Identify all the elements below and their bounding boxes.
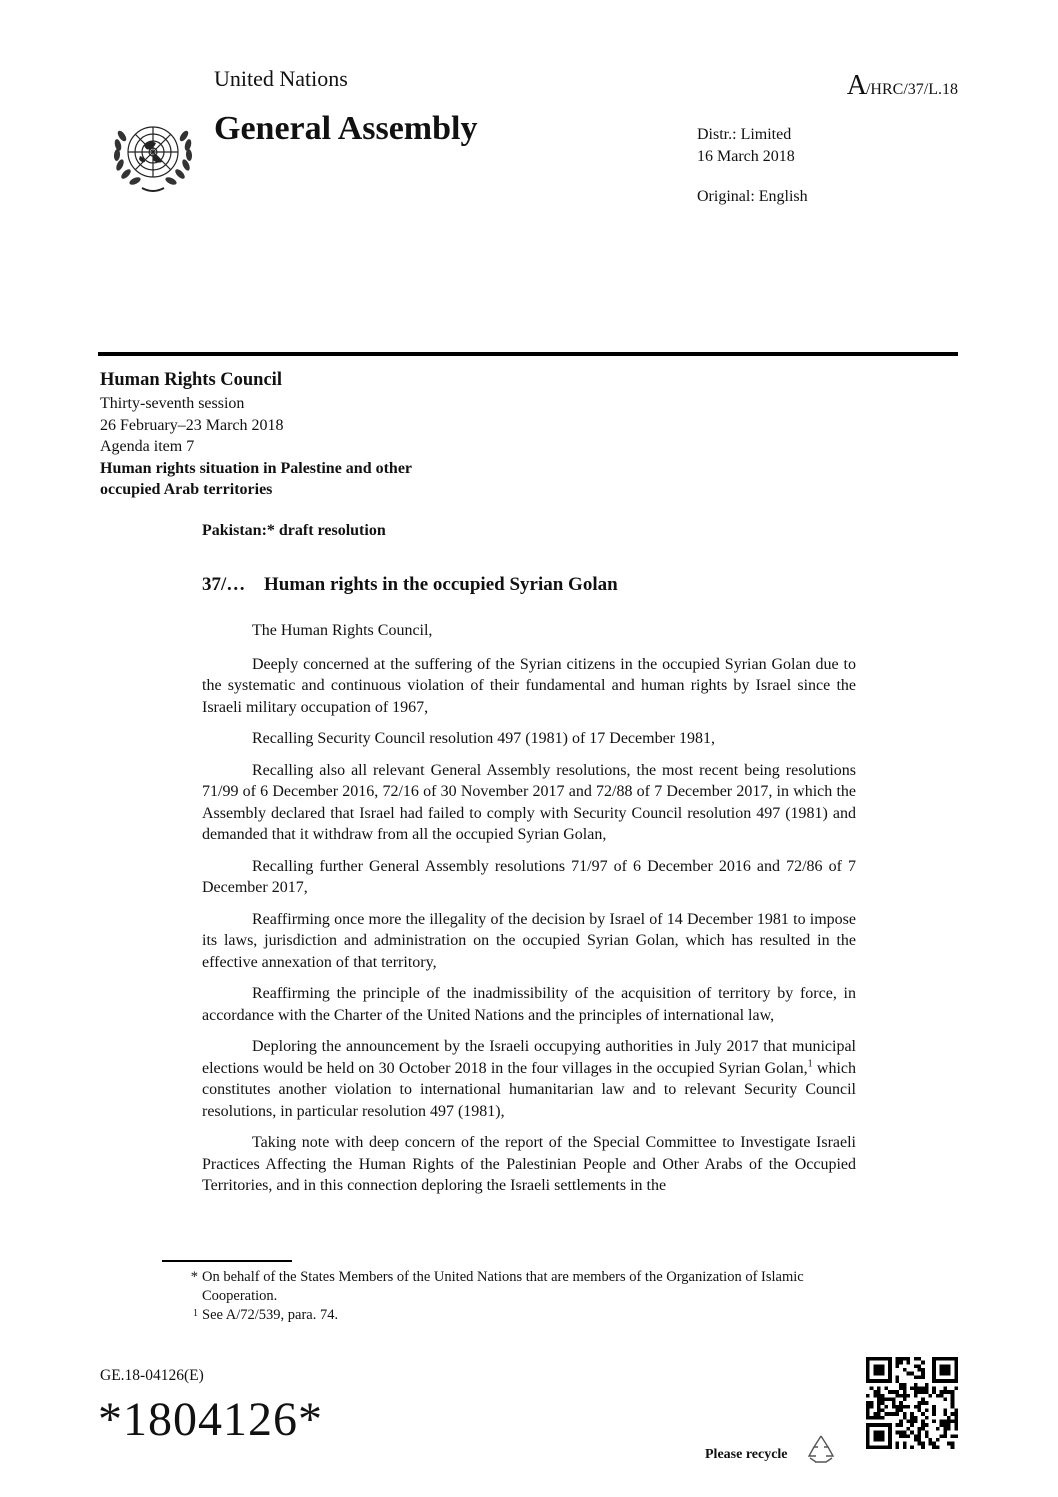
paragraph-part: Deploring the announcement by the Israeli occupying authorities in July 2017 that municipal elections would be held on 30 October 2018 in the four villages in the occupied Syrian Golan, — [202, 1038, 856, 1077]
paragraph: Recalling Security Council resolution 497 (1981) of 17 December 1981, — [252, 730, 716, 747]
recycle-icon — [804, 1432, 838, 1466]
session-number: Thirty-seventh session — [100, 395, 245, 412]
agenda-title-line1: Human rights situation in Palestine and other — [100, 459, 413, 477]
un-emblem-icon — [104, 112, 202, 198]
footnote-ref[interactable]: 1 — [807, 1058, 813, 1070]
footnote — [162, 1306, 862, 1325]
paragraph: Recalling further General Assembly resolutions 71/97 of 6 December 2016 and 72/86 of 7 December 2017, — [202, 857, 856, 896]
agenda-title-line2: occupied Arab territories — [100, 481, 273, 498]
job-number: GE.18-04126(E) — [100, 1367, 204, 1384]
body-title: General Assembly — [214, 110, 478, 147]
footnote-text: On behalf of the States Members of the United Nations that are members of the Organization of Islamic Cooperation. — [202, 1269, 804, 1304]
agenda-item: Agenda item 7 — [100, 438, 195, 455]
header-rule — [98, 352, 958, 356]
sponsor-line: Pakistan:* draft resolution — [202, 522, 386, 539]
distribution-block — [697, 124, 795, 168]
footnote-text: See A/72/539, para. 74. — [202, 1307, 339, 1323]
symbol-prefix: A — [846, 70, 866, 101]
resolution-body — [202, 620, 856, 1207]
session-dates: 26 February–23 March 2018 — [100, 416, 284, 434]
document-symbol — [847, 70, 958, 102]
council-name: Human Rights Council — [100, 370, 282, 390]
paragraph: Reaffirming once more the illegality of the decision by Israel of 14 December 1981 to impose its laws, jurisdiction and administration on the occupied Syrian Golan, which has resulted in the effective annexation of that territory, — [202, 910, 856, 971]
paragraph: Reaffirming the principle of the inadmissibility of the acquisition of territory by force, in accordance with the Charter of the United Nations and the principles of international law, — [202, 985, 856, 1024]
issue-date: 16 March 2018 — [697, 148, 795, 165]
resolution-heading — [202, 574, 618, 596]
footnotes — [162, 1268, 862, 1325]
footnote-mark: * — [190, 1269, 198, 1285]
paragraph: Taking note with deep concern of the report of the Special Committee to Investigate Israeli Practices Affecting the Human Rights of the Palestinian People and Other Arabs of the Occupied Territories, and in this connection deploring the Israeli settlements in the — [202, 1134, 856, 1194]
org-name: United Nations — [214, 66, 348, 91]
footnote — [162, 1268, 862, 1306]
footnote-rule — [162, 1260, 292, 1262]
symbol-rest: /HRC/37/L.18 — [865, 81, 958, 98]
barcode-number: *1804126* — [98, 1393, 323, 1446]
paragraph — [202, 1036, 856, 1122]
resolution-number: 37/… — [202, 574, 246, 595]
session-block — [100, 393, 412, 501]
qr-code-icon — [866, 1357, 958, 1449]
resolution-title: Human rights in the occupied Syrian Golan — [264, 574, 618, 595]
footnote-mark: 1 — [193, 1308, 198, 1319]
original-language: Original: English — [697, 188, 808, 205]
preamble-opening: The Human Rights Council, — [252, 622, 433, 639]
distribution: Distr.: Limited — [697, 126, 792, 143]
paragraph: Recalling also all relevant General Assembly resolutions, the most recent being resolutions 71/99 of 6 December 2016, 72/16 of 30 November 2017 and 72/88 of 7 December 2017, in which the Assembly declared that Israel had failed to comply with Security Council resolution 497 (1981) and demanded that it withdraw from all the occupied Syrian Golan, — [202, 761, 856, 843]
paragraph: Deeply concerned at the suffering of the Syrian citizens in the occupied Syrian Golan due to the systematic and continuous violation of their fundamental and human rights by Israel since the Israeli military occupation of 1967, — [202, 655, 856, 716]
recycle-label: Please recycle — [705, 1447, 788, 1462]
paragraph-part: which constitutes another violation to international humanitarian law and to relevant Security Council resolutions, in particular resolution 497 (1981), — [202, 1059, 856, 1120]
